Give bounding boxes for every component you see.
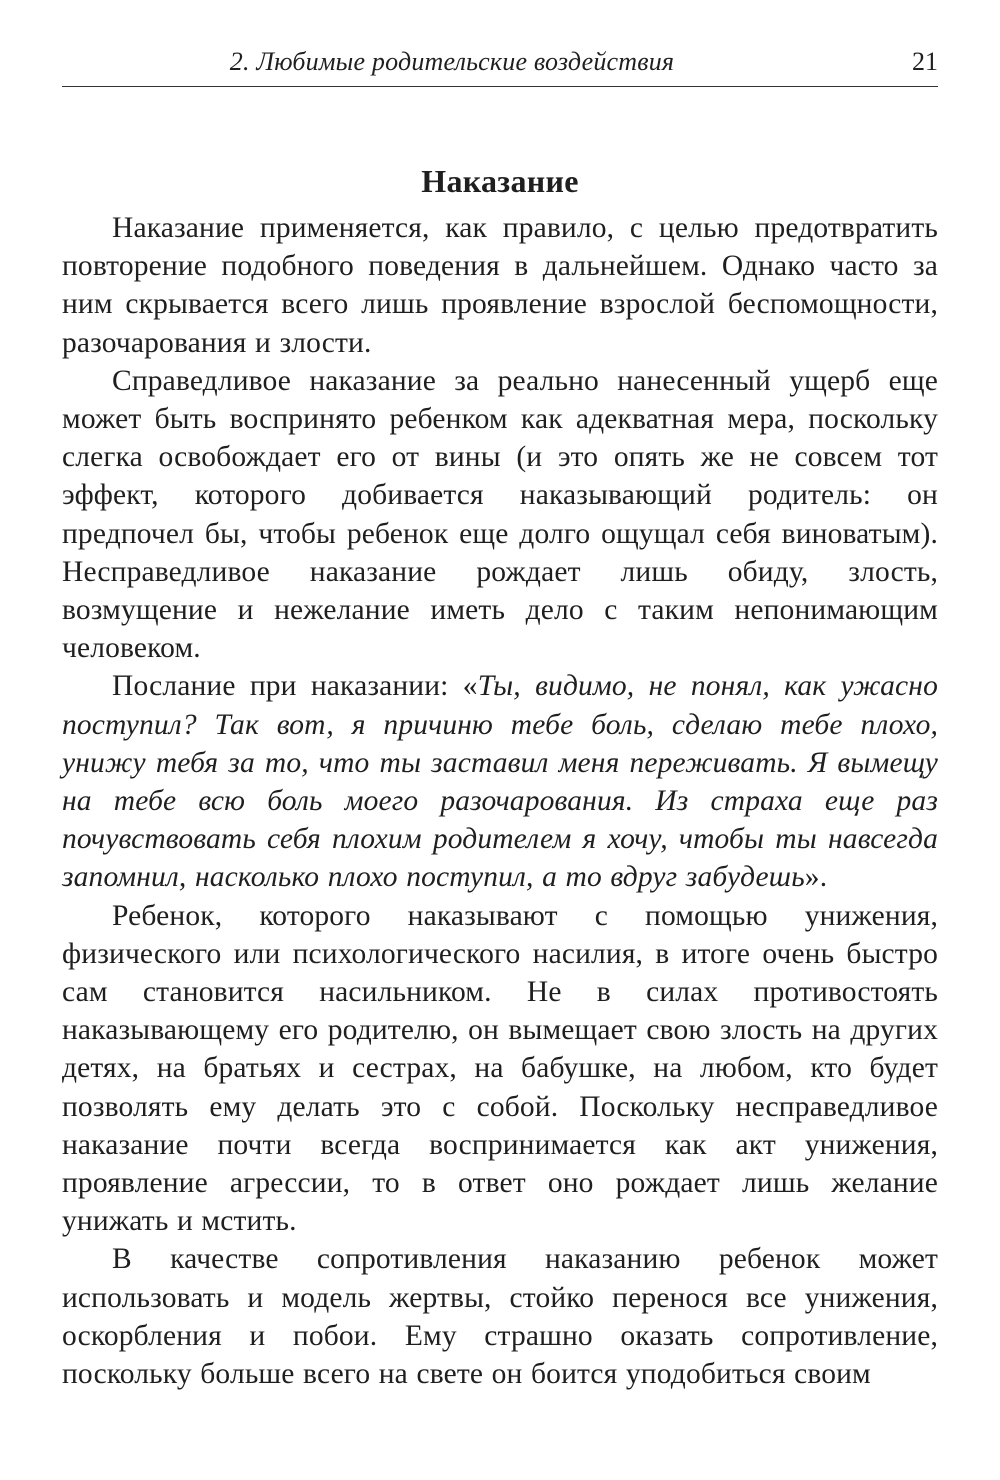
paragraph-3-close: ». [804,861,828,894]
paragraph-3 [62,667,938,896]
paragraph-2: Справедливое наказание за реально нанесенный ущерб еще может быть воспринято ребенком как адекватная мера, поскольку слегка освобождает его от вины (и это опять же не совсем тот эффект, которого добивается наказывающий родитель: он предпочел бы, чтобы ребенок еще долго ощущал себя виноватым). Несправедливое наказание рождает лишь обиду, злость, возмущение и нежелание иметь дело с таким непонимающим человеком. [62,364,938,665]
text-body [62,209,938,1393]
section-title: Наказание [421,162,579,199]
page-number: 21 [912,47,938,76]
paragraph-5: В качестве сопротивления наказанию ребенок может использовать и модель жертвы, стойко перенося все унижения, оскорбления и побои. Ему страшно оказать сопротивление, поскольку больше всего на свете он боится уподобиться своим [62,1243,938,1391]
paragraph-3-quote: Ты, видимо, не понял, как ужасно поступил? Так вот, я причиню тебе боль, сделаю тебе плохо, унижу тебя за то, что ты заставил меня переживать. Я вымещу на тебе всю боль моего разочарования. Из страха еще раз почувствовать себя плохим родителем я хочу, чтобы ты навсегда запомнил, насколько плохо поступил, а то вдруг забудешь [62,670,938,894]
paragraph-4: Ребенок, которого наказывают с помощью унижения, физического или психологического насилия, в итоге очень быстро сам становится насильником. Не в силах противостоять наказывающему его родителю, он вымещает свою злость на других детях, на братьях и сестрах, на бабушке, на любом, кто будет позволять ему делать это с собой. Поскольку несправедливое наказание почти всегда воспринимается как акт унижения, проявление агрессии, то в ответ оно рождает лишь желание унижать и мстить. [62,899,938,1238]
paragraph-3-lead: Послание при наказании: « [112,670,478,703]
running-header [62,44,938,87]
running-title: 2. Любимые родительские воздействия [229,47,675,76]
paragraph-1: Наказание применяется, как правило, с целью предотвратить повторение подобного поведения в дальнейшем. Однако часто за ним скрывается всего лишь проявление взрослой беспомощности, разочарования и злости. [62,212,938,359]
